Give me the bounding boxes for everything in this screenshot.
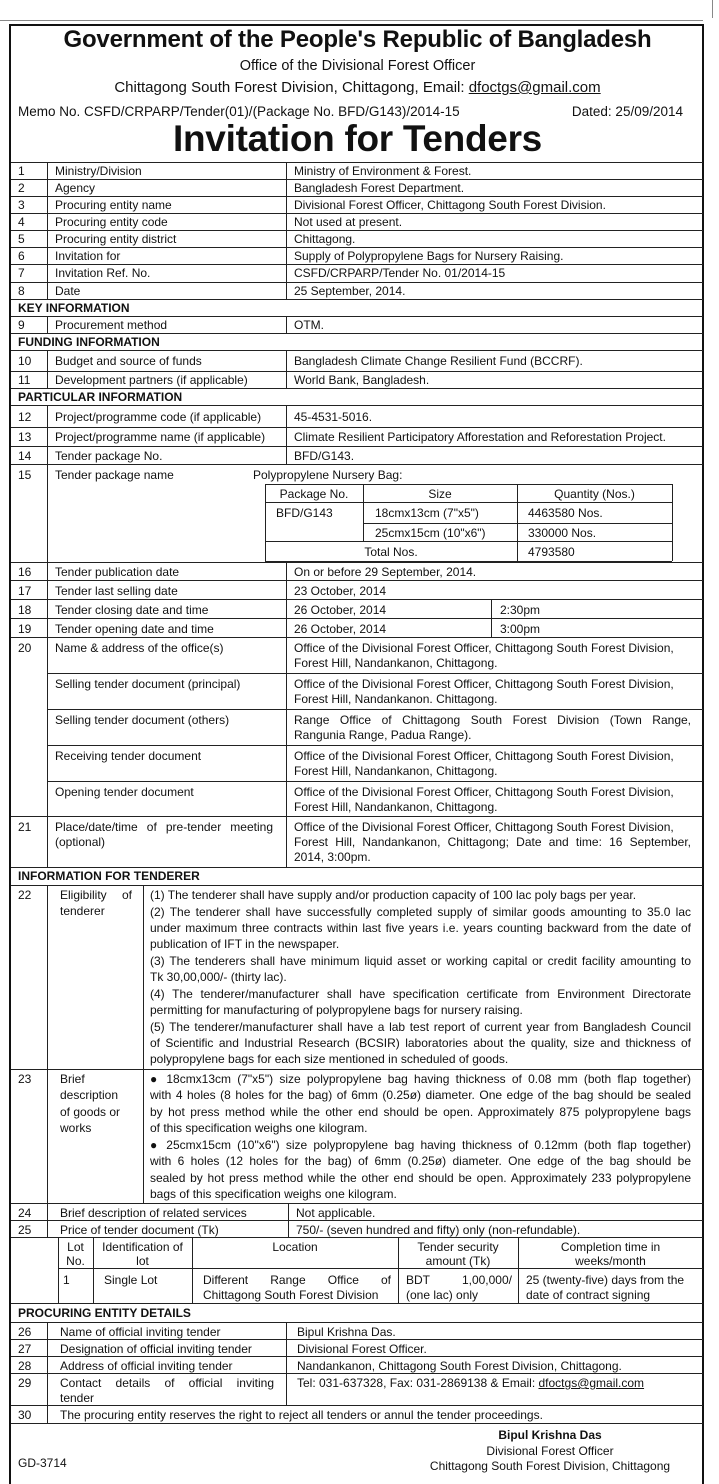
section-heading: PARTICULAR INFORMATION [18,390,183,404]
row-value: 26 October, 2014 [294,622,387,636]
row-value: Bipul Krishna Das. [297,1325,396,1339]
row-label: Procuring entity code [55,215,168,229]
description-line: with 6 holes (12 holes for the bag) of 6mm (0.25ø) diameter. One edge of the bag should be [150,1154,691,1168]
row-label: Tender package No. [55,449,163,463]
lot-header: Lot [67,1240,84,1254]
row-number: 3 [18,198,25,212]
security-header: amount (Tk) [425,1254,491,1268]
lot-location: Chittagong South Forest Division [203,1288,379,1302]
security-header: Tender security [417,1240,499,1254]
office-value-line: Rangunia Range, Padua Range). [294,728,472,742]
row-number: 19 [18,622,32,636]
eligibility-line: (3) The tenderers shall have minimum liquid asset or working capital or credit facility amounting to [150,954,691,968]
description-line: bags of this specification weighs one kilogram. [150,1187,397,1201]
row-label: Place/date/time of pre-tender meeting [55,820,273,834]
office-name: Office of the Divisional Forest Officer [239,58,476,74]
office-label: Selling tender document (others) [55,713,230,727]
office-label: Selling tender document (principal) [55,677,241,691]
row-number: 13 [18,430,32,444]
section-heading: PROCURING ENTITY DETAILS [18,1306,191,1320]
description-line: ● 25cmx15cm (10"x6") size polypropylene bag having thickness of 0.12mm (both flap together) [150,1138,691,1152]
row-value: OTM. [294,318,324,332]
location-header: Location [272,1240,318,1254]
office-value-line: Forest Hill, Nandankanon, Chittagong. [294,656,498,670]
row-value: Supply of Polypropylene Bags for Nursery Raising. [294,249,564,263]
row-value: BFD/G143. [294,449,355,463]
row-value-line: Forest Hill, Nandankanon, Chittagong; Date and time: 16 September, [294,835,691,849]
row-number: 8 [18,284,25,298]
row-number: 2 [18,181,25,195]
row-value: CSFD/CRPARP/Tender No. 01/2014-15 [294,266,506,280]
row-value: Bangladesh Climate Change Resilient Fund (BCCRF). [294,354,583,368]
row-number: 26 [18,1325,32,1339]
row-time: 2:30pm [500,603,541,617]
contact-text: Tel: 031-637328, Fax: 031-2869138 & Email: [297,1376,539,1390]
row-value: Bangladesh Forest Department. [294,181,465,195]
row-number: 24 [18,1206,32,1220]
row-value: Polypropylene Nursery Bag: [253,468,403,482]
signatory-name: Bipul Krishna Das [498,1428,602,1442]
row-label: Agency [55,181,96,195]
lot-completion: date of contract signing [526,1288,651,1302]
row-number: 22 [18,888,32,902]
row-value: 26 October, 2014 [294,603,387,617]
row-label: Tender opening date and time [55,622,214,636]
row-number: 10 [18,354,32,368]
government-title: Government of the People's Republic of Bangladesh [63,26,652,53]
lot-security: BDT 1,00,000/ [406,1273,512,1287]
row-number: 6 [18,249,25,263]
office-value-line: Forest Hill, Nandankanon. Chittagong. [294,692,498,706]
row-time: 3:00pm [500,622,541,636]
row-number: 14 [18,449,32,463]
section-heading: FUNDING INFORMATION [18,335,160,349]
identification-header: Identification of [102,1240,183,1254]
office-value-line: Forest Hill, Nandankanon, Chittagong. [294,800,498,814]
office-value-line: Forest Hill, Nandankanon, Chittagong. [294,764,498,778]
row-label: Tender publication date [55,565,180,579]
row-number: 9 [18,318,25,332]
identification-header: lot [136,1254,149,1268]
contact-email-link[interactable]: dfoctgs@gmail.com [538,1376,645,1390]
office-label: Receiving tender document [55,749,202,763]
lot-location: Different Range Office of [203,1273,391,1287]
lot-completion: 25 (twenty-five) days from the [526,1273,685,1287]
row-label: Date [55,284,81,298]
row-label: Price of tender document (Tk) [60,1223,219,1237]
office-value-line: Office of the Divisional Forest Officer, Chittagong South Forest Division, [294,677,674,691]
row-value: Nandankanon, Chittagong South Forest Division, Chittagong. [297,1359,622,1373]
description-line: of this specification weighs one kilogram. [150,1121,368,1135]
row-label: Project/programme name (if applicable) [55,430,266,444]
row-number: 21 [18,820,32,834]
eligibility-line: under maximum three contracts within last five years i.e. years counting backward from the date of [150,921,691,935]
row-label: tender [60,1391,95,1405]
description-line: ● 18cmx13cm (7"x5") size polypropylene bag having thickness of 0.08 mm (both flap together) [150,1072,691,1086]
row-label: description [60,1088,119,1102]
row-label: Project/programme code (if applicable) [55,410,262,424]
row-value: Divisional Forest Officer, Chittagong South Forest Division. [294,198,606,212]
row-number: 18 [18,603,32,617]
address-text: Chittagong South Forest Division, Chittagong, Email: [114,79,469,96]
row-label: Procuring entity district [55,232,177,246]
package-total-value: 4793580 [528,545,575,559]
office-value-line: Office of the Divisional Forest Officer, Chittagong South Forest Division, [294,749,674,763]
description-line: sealed by hot press method while the other end should be open. Approximately 233 polypropylene [150,1171,691,1185]
document-title: Invitation for Tenders [173,118,542,159]
row-label: Brief description of related services [60,1206,247,1220]
reservation-clause: The procuring entity reserves the right to reject all tenders or annul the tender proceedings. [60,1408,543,1422]
office-address [10,79,705,96]
package-size: 18cmx13cm (7"x5") [375,506,479,520]
package-number: BFD/G143 [276,506,333,520]
row-value: Not used at present. [294,215,403,229]
footer-code: GD-3714 [18,1456,67,1470]
lot-identification: Single Lot [104,1273,158,1287]
row-value: 23 October, 2014 [294,584,387,598]
row-number: 17 [18,584,32,598]
eligibility-line: (4) The tenderer/manufacturer shall have specification certificate from Environment Directorate [150,987,691,1001]
row-label: Procurement method [55,318,168,332]
row-number: 20 [18,641,32,655]
row-label: Name of official inviting tender [60,1325,221,1339]
contact-details [297,1376,644,1390]
row-label: Tender package name [55,468,174,482]
row-number: 12 [18,410,32,424]
memo-date: Dated: 25/09/2014 [571,104,683,119]
eligibility-line: (1) The tenderer shall have supply and/or production capacity of 100 lac poly bags per year. [150,888,637,902]
signatory-division: Chittagong South Forest Division, Chittagong [429,1459,671,1473]
eligibility-line: (5) The tenderer/manufacturer shall have a lab test report of current year from Bangladesh Council [150,1020,691,1034]
row-label: Contact details of official inviting [60,1376,274,1390]
eligibility-line: of Scientific and Industrial Research (BCSIR) laboratories about the quality, size and thickness of [150,1036,691,1050]
row-value: 45-4531-5016. [294,410,373,424]
completion-header: Completion time in [560,1240,661,1254]
eligibility-line: permitting for manufacturing of polypropylene bags for nursery raising. [150,1003,523,1017]
row-label: Address of official inviting tender [60,1359,233,1373]
row-label: tenderer [60,904,105,918]
row-label: (optional) [55,835,106,849]
header-email-link[interactable]: dfoctgs@gmail.com [468,79,601,96]
row-value: 750/- (seven hundred and fifty) only (non-refundable). [296,1223,581,1237]
row-label: Ministry/Division [55,164,142,178]
row-value: Ministry of Environment & Forest. [294,164,472,178]
package-header-quantity: Quantity (Nos.) [554,487,635,501]
eligibility-line: (2) The tenderer shall have successfully completed supply of similar goods amounting to 35.0 lac [150,905,691,919]
row-value: Chittagong. [294,232,356,246]
office-value-line: Range Office of Chittagong South Forest Division (Town Range, [294,713,691,727]
office-value-line: Office of the Divisional Forest Officer, Chittagong South Forest Division, [294,641,674,655]
row-label: Tender last selling date [55,584,178,598]
eligibility-line: polypropylene bags for each size mentioned in scheduled of goods. [150,1052,509,1066]
row-number: 30 [18,1408,32,1422]
row-label: Budget and source of funds [55,354,202,368]
row-number: 1 [18,164,25,178]
signatory-designation: Divisional Forest Officer [486,1444,614,1458]
row-number: 25 [18,1223,32,1237]
row-value: On or before 29 September, 2014. [294,565,477,579]
package-header-package: Package No. [279,487,349,501]
memo-number: Memo No. CSFD/CRPARP/Tender(01)/(Package No. BFD/G143)/2014-15 [18,104,460,119]
row-number: 27 [18,1342,32,1356]
lot-header: No. [66,1254,85,1268]
row-value-line: Office of the Divisional Forest Officer, Chittagong South Forest Division, [294,820,674,834]
package-quantity: 4463580 Nos. [528,506,603,520]
row-label: Procuring entity name [55,198,172,212]
completion-header: weeks/month [575,1254,646,1268]
row-label: Development partners (if applicable) [55,373,248,387]
package-total-label: Total Nos. [364,545,418,559]
lot-number: 1 [63,1273,70,1287]
row-number: 5 [18,232,25,246]
office-value-line: Office of the Divisional Forest Officer, Chittagong South Forest Division, [294,785,674,799]
row-label: of goods or [60,1105,121,1119]
top-border-strip [0,0,719,22]
office-label: Opening tender document [55,785,194,799]
package-size: 25cmx15cm (10"x6") [375,526,486,540]
row-value: World Bank, Bangladesh. [294,373,430,387]
description-line: by hot press method while the other end should be open. Approximately 875 polypropylene bags [150,1105,691,1119]
row-number: 15 [18,468,32,482]
package-header-size: Size [428,487,452,501]
row-label: Invitation for [55,249,121,263]
row-value: Divisional Forest Officer. [297,1342,427,1356]
row-number: 16 [18,565,32,579]
row-value: 25 September, 2014. [294,284,406,298]
row-label: Designation of official inviting tender [60,1342,252,1356]
row-label: Brief [60,1072,85,1086]
row-number: 29 [18,1376,32,1390]
office-label: Name & address of the office(s) [55,641,224,655]
package-quantity: 330000 Nos. [528,526,597,540]
row-label: Invitation Ref. No. [55,266,151,280]
section-heading: KEY INFORMATION [18,301,130,315]
eligibility-line: Tk 30,00,000/- (thirty lac). [150,970,287,984]
row-label: works [60,1121,92,1135]
row-value-line: 2014, 3:00pm. [294,850,371,864]
row-number: 23 [18,1072,32,1086]
row-value: Climate Resilient Participatory Afforestation and Reforestation Project. [294,430,666,444]
row-number: 7 [18,266,25,280]
row-label: Tender closing date and time [55,603,209,617]
lot-security: (one lac) only [406,1288,479,1302]
description-line: with 4 holes (8 holes for the bag) of 6mm (0.25ø) diameter. One edge of the bag should be sealed [150,1088,691,1102]
row-number: 11 [18,373,31,387]
row-number: 4 [18,215,25,229]
row-label: Eligibility of [60,888,132,902]
row-value: Not applicable. [296,1206,376,1220]
row-number: 28 [18,1359,32,1373]
section-heading: INFORMATION FOR TENDERER [18,869,200,883]
eligibility-line: publication of IFT in the newspaper. [150,937,340,951]
